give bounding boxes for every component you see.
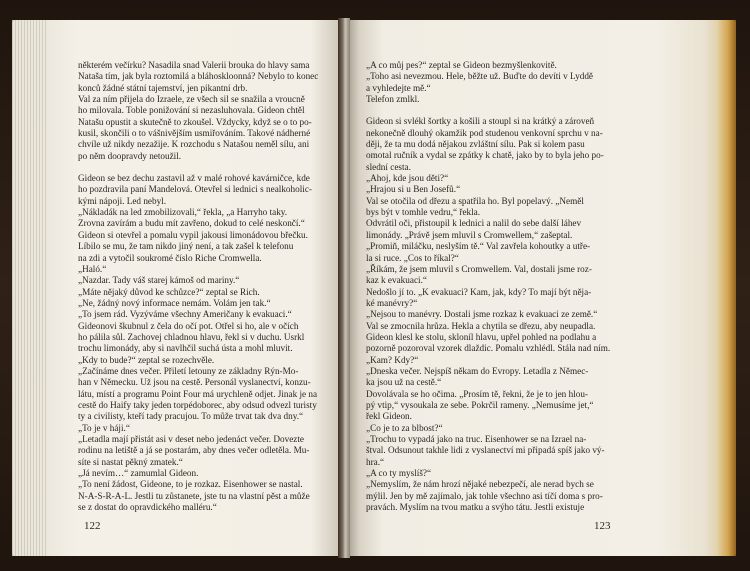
text-line: „A co můj pes?“ zeptal se Gideon bezmyšlenkovitě.: [366, 60, 557, 70]
text-line: Gideonovi škubnul z čela do očí pot. Otřel si ho, ale v očích: [78, 320, 299, 331]
text-line: „Ahoj, kde jsou děti?“: [366, 173, 449, 184]
text-line: „Máte nějaký důvod ke schůzce?“ zeptal se Rich.: [78, 286, 260, 297]
text-line: Val se zmocnila hrůza. Hekla a chytila se dřezu, aby neupadla.: [366, 320, 596, 331]
text-line: síte si nastat pěkný zmatek.“: [78, 456, 183, 467]
text-line: „Nejsou to manévry. Dostali jsme rozkaz k evakuaci ze země.“: [366, 309, 598, 320]
text-line: hra.“: [366, 456, 385, 467]
text-line: řekl Gideon.: [366, 411, 412, 422]
text-line: konců žádné státní tajemství, jen pikantní drb.: [78, 82, 248, 93]
text-line: trochu limonády, aby si navlhčil suchá ústa a mohl mluvit.: [78, 343, 293, 354]
text-line: kusil, skončili o to vášnivějším usmiřováním. Takové nádherné: [78, 128, 311, 139]
text-line: „Hrajou si u Ben Josefů.“: [366, 184, 461, 195]
text-line: Dovolávala se ho očima. „Prosím tě, řekni, že je to jen hlou-: [366, 388, 588, 399]
text-line: „Nemyslím, že nám hrozí nějaké nebezpečí, ale nerad bych se: [366, 479, 594, 490]
text-line: štval. Odsunout takhle lidi z vyslanectví mi připadá spíš jako vý-: [366, 445, 605, 456]
text-line: po něm doopravdy netoužil.: [78, 150, 182, 161]
text-line: Telefon zmlkl.: [366, 94, 420, 105]
text-line: „Říkám, že jsem mluvil s Cromwellem. Val, dostali jsme roz-: [366, 263, 592, 274]
text-line: Nataša tím, jak byla roztomilá a bláhoskloonná? Nebylo to konec: [78, 71, 319, 82]
right-page: [344, 20, 736, 556]
left-page-text: [78, 60, 334, 513]
right-page-edge: [716, 20, 736, 556]
text-line: chvíle už nikdy nezažije. K rozchodu s Natašou neměl sílu, ani: [78, 139, 310, 150]
right-page-text: [366, 60, 684, 513]
text-line: omotal ručník a vydal se zpátky k chatě, jako by to byla jeho po-: [366, 150, 604, 161]
text-line: Líbilo se mu, že tam nikdo jiný není, a tak zašel k telefonu: [78, 241, 294, 252]
text-line: mýlil. Jen by mě zajímalo, jak tohle všechno asi tíčí doma s pro-: [366, 490, 603, 501]
text-line: cestě do Haify taky jeden torpédoborec, aby odsud odvezl turisty: [78, 399, 317, 410]
text-line: bys být v tomhle vedru,“ řekla.: [366, 207, 481, 218]
text-line: ho pálila sůl. Zachovej chladnou hlavu, řekl si v duchu. Usrkl: [78, 331, 305, 342]
text-line: „To není žádost, Gideone, to je rozkaz. Eisenhower se nastal.: [78, 479, 303, 490]
text-line: rodinu na letiště a já se postarám, aby dnes večer odletěla. Mu-: [78, 445, 310, 456]
text-line: ka jsou už na cestě.“: [366, 377, 442, 388]
text-line: Val se otočila od dřezu a spatřila ho. Byl popelavý. „Neměl: [366, 195, 584, 206]
text-line: „Ne, žádný nový informace nemám. Volám jen tak.“: [78, 297, 271, 308]
text-line: „Kam? Kdy?“: [366, 354, 419, 365]
text-line: „Co je to za blbost?“: [366, 422, 443, 433]
text-line: „Dneska večer. Nejspíš někam do Evropy. Letadla z Němec-: [366, 365, 589, 376]
text-line: [366, 105, 684, 116]
text-line: se z dostat do opravdického malléru.“: [78, 502, 217, 513]
text-line: pozorně pozoroval vzorek dlaždic. Pomalu vzhlédl. Stála nad ním.: [366, 343, 611, 354]
text-line: „Trochu to vypadá jako na truc. Eisenhower se na Izrael na-: [366, 434, 587, 444]
text-line: Gideon si otevřel a pomalu vypil jakousi limonádovou břečku.: [78, 229, 308, 240]
text-line: a vyhledejte mě.“: [366, 82, 431, 93]
text-line: „Začínáme dnes večer. Přiletí letouny ze základny Rýn-Mo-: [78, 365, 299, 376]
text-line: N-A-S-R-A-L. Jestli tu zůstanete, jste tu na vlastní pěst a může: [78, 490, 310, 501]
text-line: „Toho asi nevezmou. Hele, běžte už. Buďte do devíti v Lyddě: [366, 71, 594, 82]
text-line: pý vtip,“ vysoukala ze sebe. Pokrčil rameny. „Nemusíme jet,“: [366, 399, 594, 410]
text-line: limonády. „Právě jsem mluvil s Cromwellem,“ zašeptal.: [366, 229, 573, 240]
text-line: Gideon klesl ke stolu, skloníl hlavu, upřel pohled na podlahu a: [366, 331, 597, 342]
text-line: kými nápoji. Led nebyl.: [78, 195, 167, 206]
text-line: na zdi a vytočil soukromé číslo Riche Cromwella.: [78, 252, 262, 263]
text-line: „Nazdar. Tady váš starej kámoš od mariny.“: [78, 275, 240, 286]
text-line: Gideon si svlékl šortky a košili a stoupl si na krátký a zároveň: [366, 116, 595, 127]
right-page-number: 123: [594, 519, 611, 532]
text-line: Zrovna zavírám a budu mít zavřeno, dokud to celé neskončí.“: [78, 218, 305, 229]
text-line: kaz k evakuaci.“: [366, 275, 427, 286]
text-line: han v Německu. Už jsou na cestě. Personál vyslanectví, konzu-: [78, 377, 311, 388]
text-line: „Já nevím…“ zamumlal Gideon.: [78, 468, 199, 479]
text-line: některém večírku? Nasadila snad Valerii brouka do hlavy sama: [78, 60, 310, 70]
text-line: „To je v háji.“: [78, 422, 130, 433]
text-line: slední cesta.: [366, 161, 411, 172]
text-line: „Kdy to bude?“ zeptal se rozechvěle.: [78, 354, 215, 365]
text-line: „Letadla mají přistát asi v deset nebo jedenáct večer. Dovezte: [78, 434, 305, 444]
text-line: Odvrátil oči, přistoupil k lednici a nalil do sebe další láhev: [366, 218, 582, 229]
book-spine: [338, 18, 350, 558]
text-line: pravách. Myslím na tvou matku a svýho tátu. Jestli existuje: [366, 502, 585, 513]
text-line: Gideon se bez dechu zastavil až v malé rohové kavárničce, kde: [78, 173, 310, 184]
text-line: „Nákladák na led zmobilizovali,“ řekla, „a Harryho taky.: [78, 207, 288, 218]
text-line: Natašu opustit a skutečně to zkoušel. Vždycky, když se o to po-: [78, 116, 312, 127]
text-line: látu, místí a programu Point Four má urychleně odjet. Jinak je na: [78, 388, 318, 399]
text-line: ho pozdravila paní Mandelová. Otevřel si lednici s nealkoholic-: [78, 184, 312, 195]
text-line: ho milovala. Toble ponižování si nezasluhovala. Gideon chtěl: [78, 105, 305, 116]
left-page-edges: [12, 20, 48, 556]
text-line: „A co ty myslíš?“: [366, 468, 432, 479]
text-line: Nedošlo jí to. „K evakuaci? Kam, jak, kdy? To mají být něja-: [366, 286, 592, 297]
text-line: ty a civilisty, kteří tady pracujou. To může trvat tak dva dny.“: [78, 411, 304, 422]
text-line: „To jsem rád. Vyzýváme všechny Američany k evakuaci.“: [78, 309, 292, 320]
text-line: Val za ním přijela do Izraele, ze všech sil se snažila a vroucně: [78, 94, 305, 105]
left-page-number: 122: [84, 519, 101, 532]
left-page: [12, 20, 344, 556]
text-line: ké manévry?“: [366, 297, 418, 308]
text-line: „Haló.“: [78, 263, 107, 274]
text-line: ději, že ta mu dodá nějakou zvláštní sílu. Pak si kolem pasu: [366, 139, 585, 150]
text-line: „Promiň, miláčku, neslyším tě.“ Val zavřela kohoutky a utře-: [366, 241, 591, 252]
text-line: la si ruce. „Cos to říkal?“: [366, 252, 459, 263]
text-line: [78, 162, 334, 173]
text-line: nekonečně dlouhý okamžik pod studenou venkovní sprchu v na-: [366, 127, 603, 138]
